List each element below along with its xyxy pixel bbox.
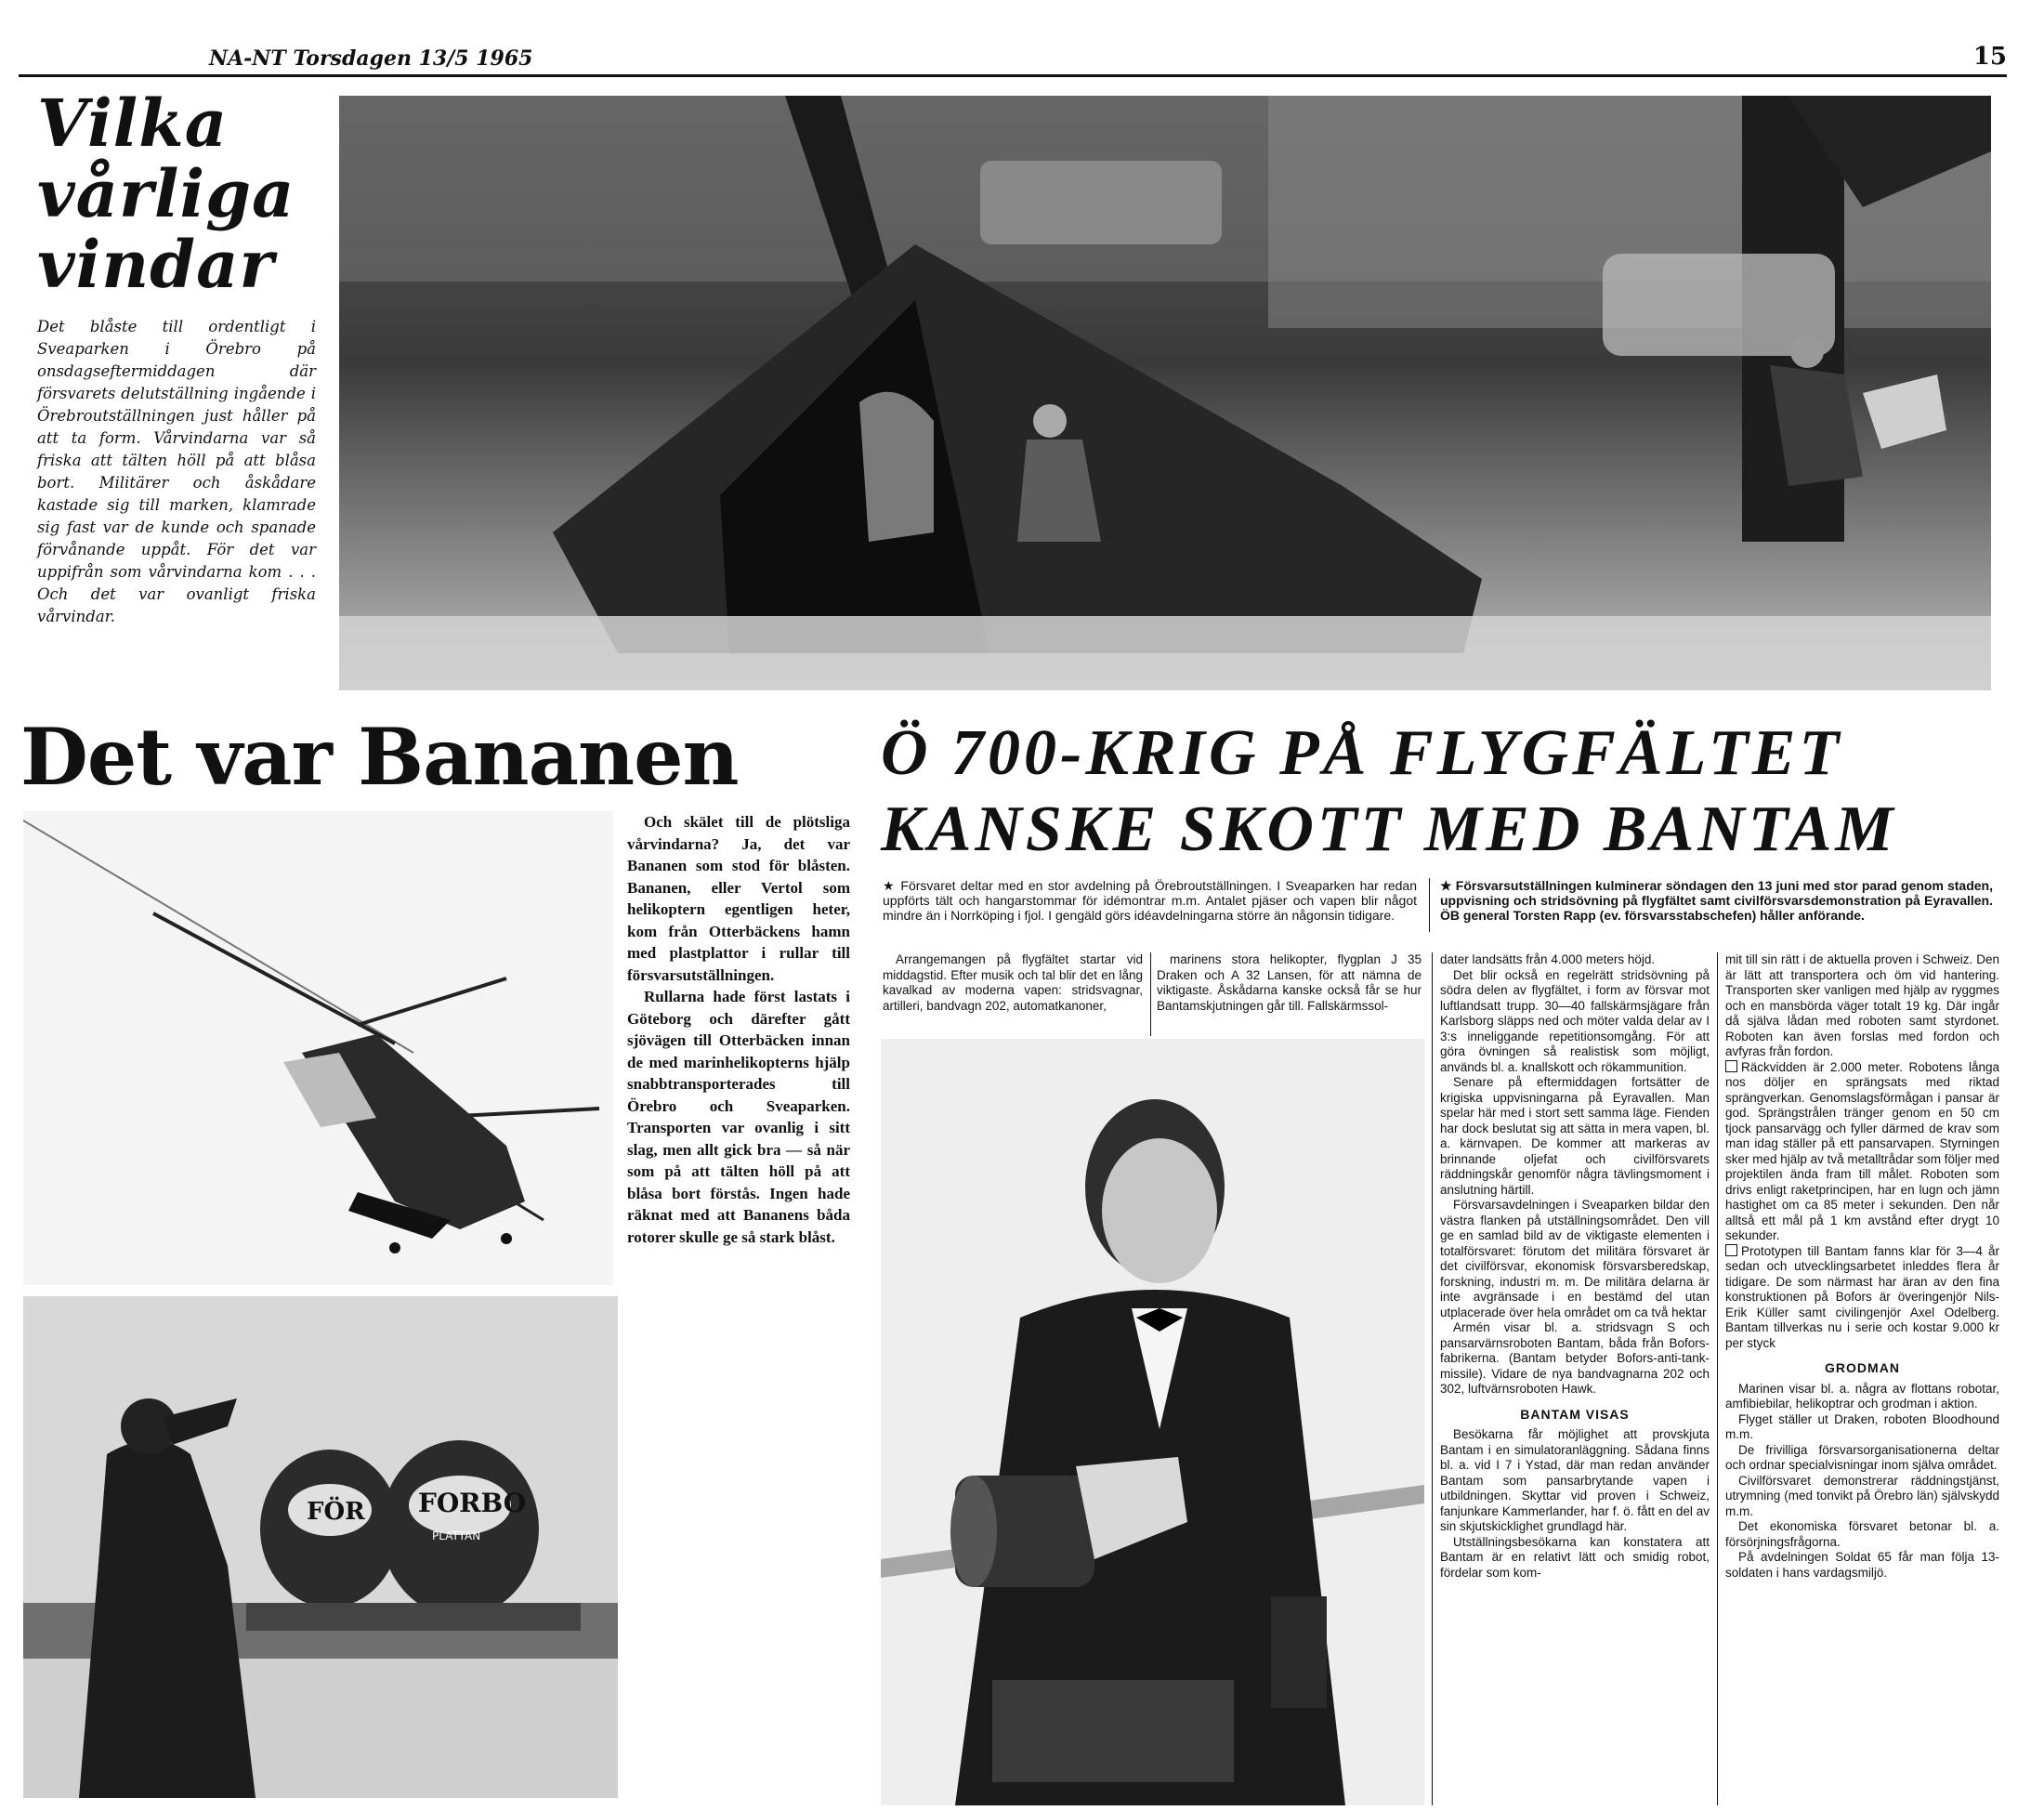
masthead xyxy=(19,43,2007,77)
krig-col4 xyxy=(1725,952,1999,1581)
barrel-label-1: FÖR xyxy=(307,1498,365,1526)
box-marker-icon xyxy=(1725,1060,1737,1072)
col3-paragraph-3: Senare på eftermiddagen fortsätter de krigiska uppvisningarna på Eyravallen. Man spelar här med i stort sett samma läge. Fienden har dock beslutat sig att sätta in mera vapen, bl. a. kärnvapen. De kommer att markeras av brinnande oljefat och civilförsvarets räddningskår genomför några tävlingsmoment i anslutning härtill. xyxy=(1440,1075,1710,1197)
col4-paragraph-7: Civilförsvaret demonstrerar räddningstjänst, utrymning (med tonvikt på Örebro län) självskydd m.m. xyxy=(1725,1473,1999,1518)
krig-lede-left: ★ Försvaret deltar med en stor avdelning på Örebroutställningen. I Sveaparken har redan uppförts tält och hangarstommar för idémontrar m.m. Antalet pjäser och vapen blir något mindre än i Norrköping i fjol. I gengäld görs idéavdelningarna större än någonsin tidigare. xyxy=(883,878,1417,923)
col3-divider-left xyxy=(1432,952,1433,1805)
bantam-photo-image xyxy=(881,1039,1424,1805)
col4-divider-left xyxy=(1717,952,1718,1805)
masthead-date: NA-NT Torsdagen 13/5 1965 xyxy=(209,46,533,71)
bananen-paragraph-2: Rullarna hade först lastats i Göteborg och därefter gått sjövägen till Otterbäcken innan de med marinhelikopterns hjälp snabbtransporterades till Örebro och Sveaparken. Transporten var ovanlig i sitt slag, men allt gick bra — så när som på att tälten höll på att blåsa bort förstås. Ingen hade räknat med att Bananens båda rotorer skulle ge så stark blåst. xyxy=(627,988,850,1246)
tent-photo xyxy=(339,96,1991,690)
subhead-grodman: GRODMAN xyxy=(1825,1360,1900,1375)
krig-col2-top xyxy=(1157,952,1422,1014)
krig-col2-paragraph: marinens stora helikopter, flygplan J 35 Draken och A 32 Lansen, för att nämna de viktigaste. Åskådarna kanske också får se hur Bantamskjutningen går till. Fallskärmssol- xyxy=(1157,952,1422,1013)
col4-paragraph-9: På avdelningen Soldat 65 får man följa 13-soldaten i hans vardagsmiljö. xyxy=(1725,1550,1999,1580)
bananen-paragraph-1: Och skälet till de plötsliga vårvindarna? Ja, det var Bananen som stod för blåsten. Bananen, eller Vertol som helikoptern egentligen heter, kom från Otterbäckens hamn med plastplattor i rullar till försvarsutställningen. xyxy=(627,813,850,984)
krig-col3 xyxy=(1440,952,1710,1581)
bantam-photo xyxy=(881,1039,1424,1805)
krig-col1-paragraph: Arrangemangen på flygfältet startar vid middagstid. Efter musik och tal blir det en lång kavalkad av moderna vapen: stridsvagnar, artilleri, bandvagn 202, automatkanoner, xyxy=(883,952,1143,1013)
col3-paragraph-7: Utställningsbesökarna kan konstatera att Bantam är en relativt lätt och smidig robot, fördelar som kom- xyxy=(1440,1534,1710,1580)
tent-photo-image xyxy=(339,96,1991,690)
helicopter-photo xyxy=(23,811,613,1285)
col4-paragraph-1: mit till sin rätt i de aktuella proven i Schweiz. Den är lätt att transportera och öm vid hantering. Transporten sker vanligen med hjälp av ryggmes och en mansbörda väger totalt 19 kg. Där ingår då själva lådan med roboten samt styrdonet. Roboten kan även forslas med fordon och avfyras från fordon. xyxy=(1725,952,1999,1058)
krig-headline xyxy=(881,715,2005,868)
col4-paragraph-3 xyxy=(1725,1244,1999,1352)
krig-headline-line2: KANSKE SKOTT MED BANTAM xyxy=(881,794,1897,865)
col4-paragraph-4: Marinen visar bl. a. några av flottans robotar, amfibiebilar, helikoptrar och grodman i aktion. xyxy=(1725,1381,1999,1411)
col4-paragraph-5: Flyget ställer ut Draken, roboten Bloodhound m.m. xyxy=(1725,1411,1999,1441)
vilka-headline-line2: vårliga xyxy=(37,155,295,232)
bananen-headline: Det var Bananen xyxy=(20,711,739,803)
box-marker-icon xyxy=(1725,1244,1737,1256)
vilka-headline xyxy=(37,85,316,303)
barrel-label-2: FORBO xyxy=(418,1488,527,1518)
barrel-label-3: PLATTAN xyxy=(432,1529,481,1542)
col1-divider xyxy=(1150,952,1151,1036)
col3-paragraph-1: dater landsätts från 4.000 meters höjd. xyxy=(1440,952,1656,966)
col3-paragraph-5: Armén visar bl. a. stridsvagn S och pansarvärnsroboten Bantam, båda från Bofors-fabrikerna. (Bantam betyder Bofors-anti-tank-missile). Vidare de nya bandvagnarna 202 och 302, luftvärnsroboten Hawk. xyxy=(1440,1320,1710,1396)
bananen-article xyxy=(627,811,850,1248)
col4-paragraph-2 xyxy=(1725,1060,1999,1244)
vilka-body: Det blåste till ordentligt i Sveaparken i Örebro på onsdagseftermiddagen där försvarets delutställning ingående i Örebroutställningen just håller på att ta form. Vårvindarna var så friska att tälten höll på att blåsa bort. Militärer och åskådare kastade sig till marken, klamrade sig fast var de kunde och spanade förvånande uppåt. För det var uppifrån som vårvindarna kom . . . Och det var ovanligt friska vårvindar. xyxy=(37,318,316,625)
vilka-headline-line1: Vilka xyxy=(37,85,229,162)
barrels-photo-image xyxy=(23,1296,618,1798)
col4-paragraph-8: Det ekonomiska försvaret betonar bl. a. försörjningsfrågorna. xyxy=(1725,1519,1999,1549)
subhead-bantam-visas: BANTAM VISAS xyxy=(1520,1406,1630,1422)
lede-divider xyxy=(1429,878,1430,932)
col3-paragraph-6: Besökarna får möjlighet att provskjuta Bantam i en simulatoranläggning. Sådana finns bl. a. vid I 7 i Ystad, där man redan använder Bantam som pansarbrytande vapen i utbildningen. Skyttar vid proven i Schweiz, fanjunkare Kammerlander, har f. ö. fått en del av sin skjutskicklighet grundlagd här. xyxy=(1440,1427,1710,1533)
col4-paragraph-2-text: Räckvidden är 2.000 meter. Robotens långa nos döljer en sprängsats med riktad sprängverkan. Genomslagsförmågan i pansar är god. Sprängstrålen tränger genom en 50 cm tjock pansarvägg och fyller därmed de krav som man idag ställer på ett pansarvapen. Styrningen sker med hjälp av två metalltrådar som följer med projektilen ända fram till målet. Roboten som drivs enligt raketprincipen, har en lugn och jämn hastighet om ca 85 meter i sekunden. Den når alltså ett mål på 1 km avstånd efter drygt 10 sekunder. xyxy=(1725,1059,1999,1242)
page-number: 15 xyxy=(1972,43,2007,71)
krig-lede-right: ★ Försvarsutställningen kulminerar söndagen den 13 juni med stor parad genom staden, uppvisning och stridsövning på flygfältet samt civilförsvarsdemonstration på Eyravallen. ÖB general Torsten Rapp (ev. försvarsstabschefen) håller anförande. xyxy=(1440,878,1993,923)
col4-paragraph-3-text: Prototypen till Bantam fanns klar för 3—4 år sedan och utvecklingsarbetet inleddes flera år tidigare. De som närmast har äran av den fina konstruktionen på Bofors är överingenjör Nils-Erik Küller samt civilingenjör Axel Odelberg. Bantam tillverkas nu i serie och kostar 9.000 kr per styck xyxy=(1725,1243,1999,1350)
col4-paragraph-6: De frivilliga försvarsorganisationerna deltar och ordnar specialvisningar inom själva området. xyxy=(1725,1442,1999,1472)
col3-paragraph-4: Försvarsavdelningen i Sveaparken bildar den västra flanken på utställningsområdet. Den vill ge en samlad bild av de viktigaste elementen i totalförsvaret: förutom det militära försvaret är det civilförsvar, ekonomisk försvarsberedskap, forskning, industri m. m. De militära delarna är inte avgränsade i en bestämd del utan utplacerade över hela området om ca två hektar xyxy=(1440,1198,1710,1319)
krig-headline-line1: Ö 700-KRIG PÅ FLYGFÄLTET xyxy=(881,717,1843,789)
barrels-photo xyxy=(23,1296,618,1798)
col3-paragraph-2: Det blir också en regelrätt stridsövning på södra delen av flygfältet, i form av försvar mot luftlandsatt trupp. 30—40 fallskärmsjägare från Karlsborg släpps ned och möter valda delar av I 3:s inneliggande repetitionsomgång. För att göra övningen så realistisk som möjligt, används bl. a. knallskott och rökammunition. xyxy=(1440,967,1710,1074)
krig-col1-top xyxy=(883,952,1143,1014)
vilka-headline-line3: vindar xyxy=(37,226,275,303)
helicopter-photo-image xyxy=(23,811,613,1285)
